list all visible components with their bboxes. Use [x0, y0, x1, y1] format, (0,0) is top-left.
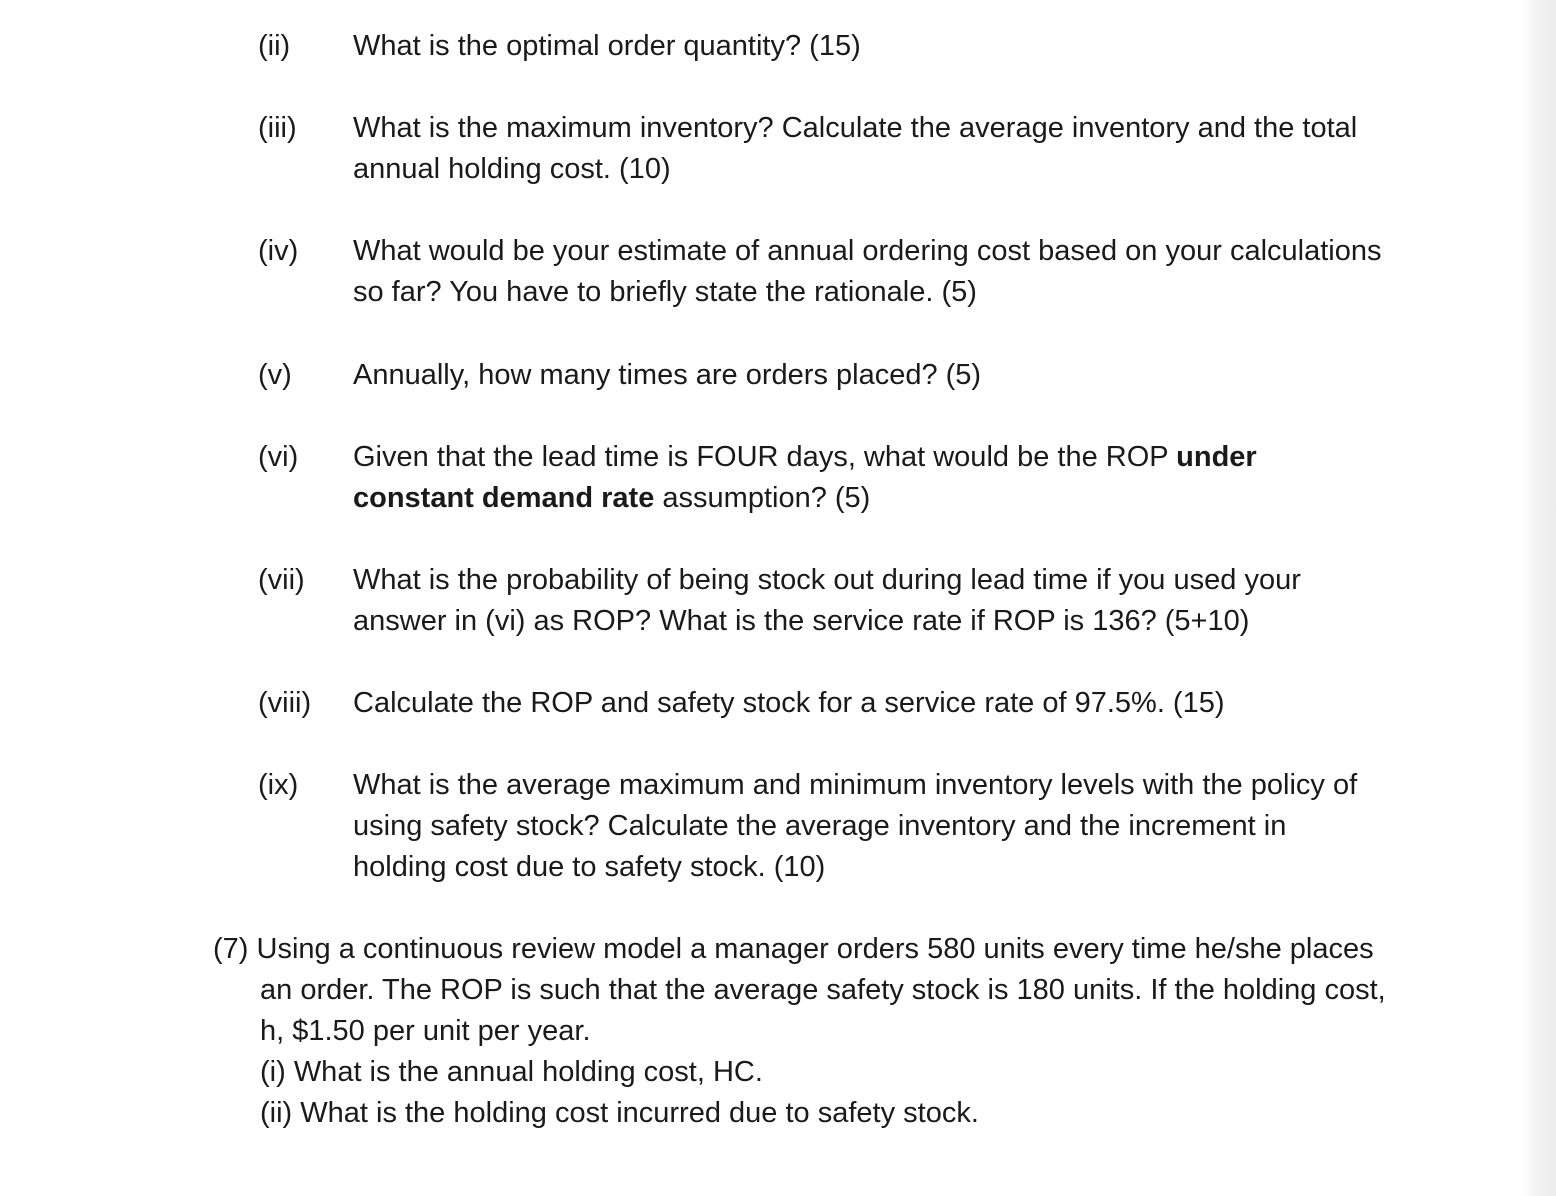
item-number: (ix): [258, 769, 299, 801]
page-edge-shadow: [1522, 0, 1556, 1196]
item-text: What is the optimal order quantity? (15): [353, 30, 861, 62]
item-number: (ii): [258, 30, 291, 62]
item-number: (vi): [258, 441, 299, 473]
item-number: (v): [258, 359, 292, 391]
item-text: [353, 437, 1383, 519]
question-7-text: (7) Using a continuous review model a manager orders 580 units every time he/she places an order. The ROP is such that the average safety stock is 180 units. If the holding cost, h, $1.50 per unit per year.: [213, 933, 1386, 1047]
item-text: What would be your estimate of annual ordering cost based on your calculations so far? You have to briefly state the rationale. (5): [353, 235, 1382, 308]
item-text: Calculate the ROP and safety stock for a service rate of 97.5%. (15): [353, 687, 1225, 719]
item-text-bold: under constant demand rate: [353, 441, 1257, 514]
question-7-sub-i: (i) What is the annual holding cost, HC.: [260, 1056, 763, 1088]
item-text: What is the maximum inventory? Calculate the average inventory and the total annual holding cost. (10): [353, 112, 1358, 185]
item-text: What is the probability of being stock out during lead time if you used your answer in (vi) as ROP? What is the service rate if ROP is 136? (5+10): [353, 564, 1301, 637]
item-text-before: Given that the lead time is FOUR days, what would be the ROP: [353, 441, 1177, 473]
question-7: [213, 929, 1393, 1134]
item-number: (iv): [258, 235, 299, 267]
item-text: Annually, how many times are orders placed? (5): [353, 359, 982, 391]
item-text-after: assumption? (5): [654, 482, 871, 514]
item-number: (viii): [258, 687, 312, 719]
item-number: (vii): [258, 564, 305, 596]
question-7-sub-ii: (ii) What is the holding cost incurred due to safety stock.: [260, 1097, 979, 1129]
item-text: What is the average maximum and minimum inventory levels with the policy of using safety stock? Calculate the average inventory and the increment in holding cost due to safety stock. (10): [353, 769, 1358, 883]
item-number: (iii): [258, 112, 297, 144]
